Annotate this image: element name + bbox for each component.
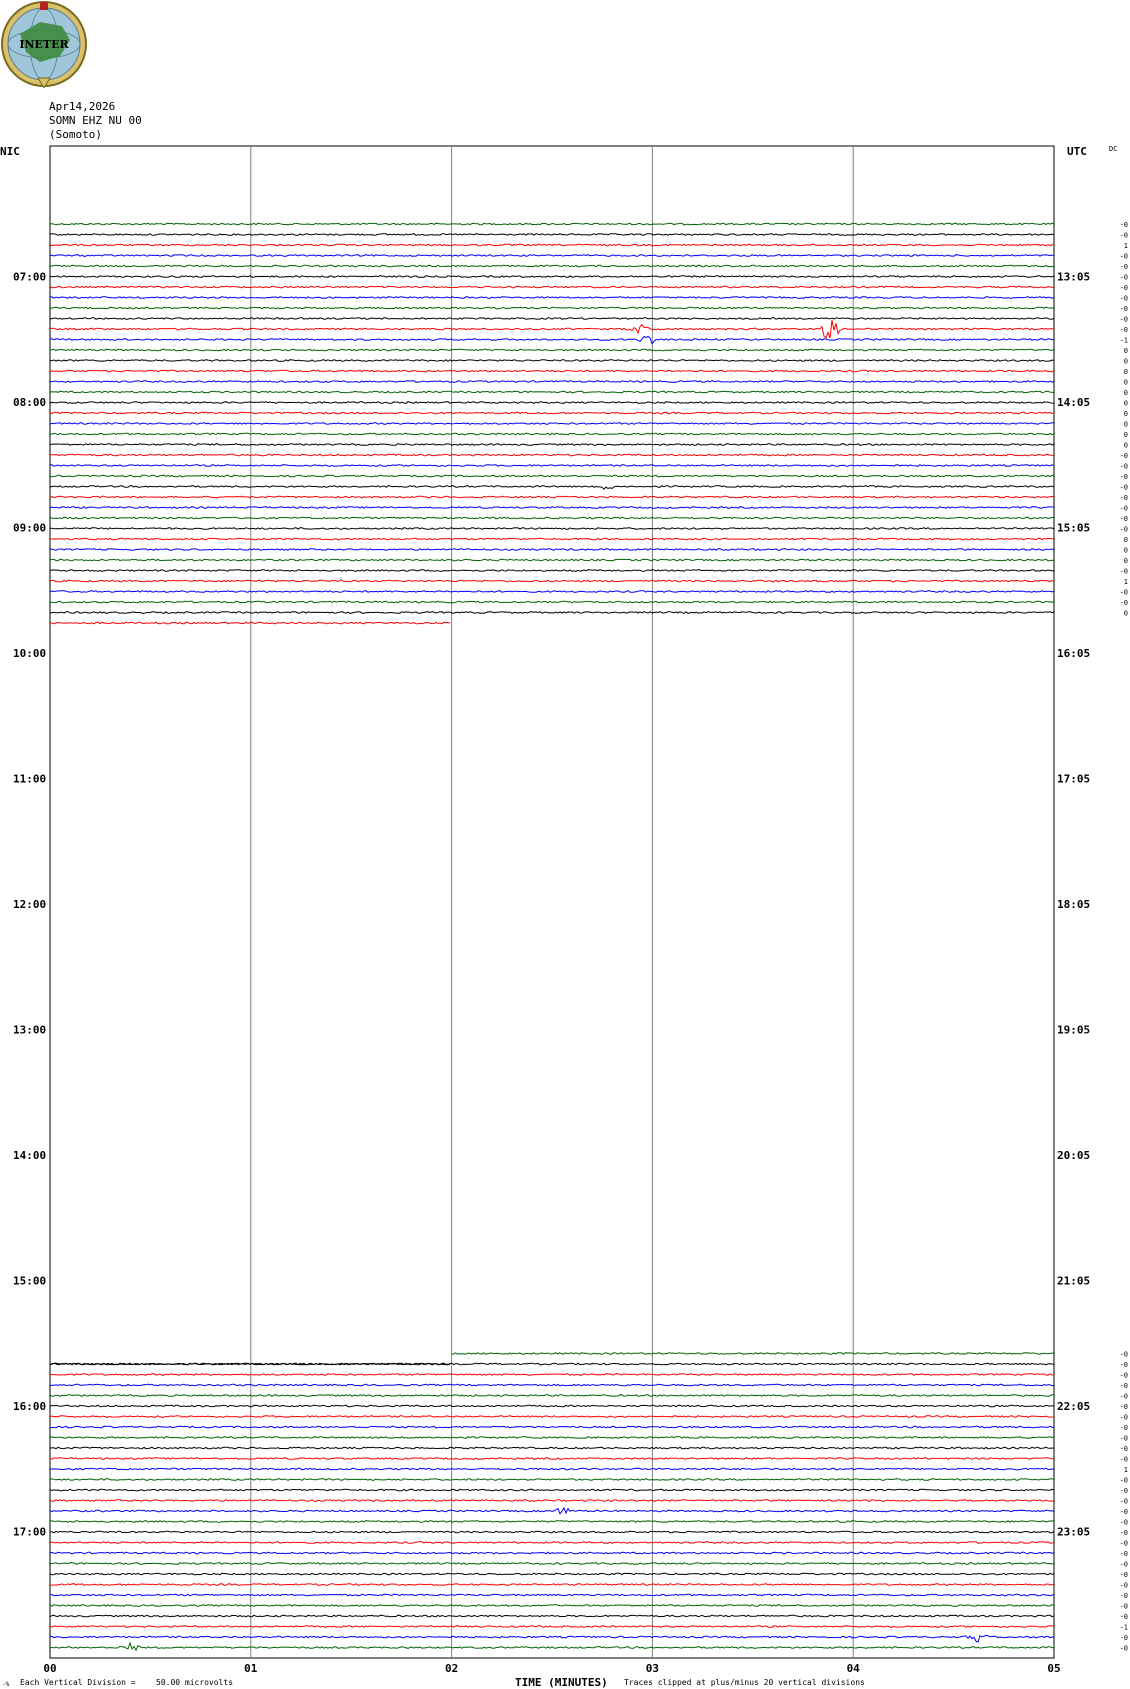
segment-1-trace <box>50 612 1054 614</box>
segment-2-trace <box>50 1416 1054 1418</box>
segment-2-trace <box>50 1552 1054 1554</box>
x-axis-title: TIME (MINUTES) <box>515 1676 608 1689</box>
dc-offset-label: -0 <box>1119 1424 1128 1432</box>
dc-offset-label: -0 <box>1119 567 1128 576</box>
dc-offset-label: -0 <box>1119 1581 1128 1590</box>
dc-offset-label: 0 <box>1123 368 1128 376</box>
segment-2-trace <box>50 1458 1054 1460</box>
utc-zone-label: UTC <box>1067 145 1087 158</box>
x-tick-label: 05 <box>1047 1662 1061 1675</box>
dc-offset-label: -0 <box>1119 1361 1128 1369</box>
segment-2-trace <box>50 1384 1054 1386</box>
svg-text:INETER: INETER <box>19 38 69 51</box>
segment-2-trace <box>50 1479 1054 1481</box>
dc-offset-label: -0 <box>1119 1455 1128 1464</box>
segment-1-trace <box>50 549 1054 551</box>
dc-offset-label: -0 <box>1119 1592 1128 1600</box>
left-hour-label: 14:00 <box>13 1148 47 1162</box>
dc-offset-label: 0 <box>1123 431 1128 439</box>
segment-1-trace <box>50 517 1054 519</box>
segment-2-trace <box>50 1594 1054 1596</box>
segment-1-trace <box>50 286 1054 288</box>
dc-offset-label: -0 <box>1119 599 1128 607</box>
segment-1-trace <box>50 255 1054 257</box>
segment-1-trace <box>50 307 1054 309</box>
dc-offset-label: -0 <box>1119 1445 1128 1453</box>
segment-2-trace <box>50 1437 1054 1439</box>
right-hour-label: 21:05 <box>1057 1274 1091 1288</box>
dc-offset-label: 0 <box>1123 357 1128 366</box>
dc-offset-label: -0 <box>1119 504 1128 513</box>
segment-2-trace <box>50 1489 1054 1491</box>
segment-1-trace <box>50 601 1054 603</box>
dc-offset-label: -0 <box>1119 221 1128 229</box>
dc-offset-label: 0 <box>1123 536 1128 544</box>
segment-1-trace <box>50 337 1054 344</box>
dc-offset-label: -1 <box>1119 1623 1128 1632</box>
dc-offset-label: -0 <box>1119 1634 1128 1642</box>
segment-2-trace <box>50 1508 1054 1514</box>
dc-offset-label: -0 <box>1119 1508 1128 1516</box>
segment-2-trace <box>50 1605 1054 1607</box>
dc-offset-label: -0 <box>1119 1413 1128 1422</box>
segment-1-trace <box>50 507 1054 509</box>
clip-note: Traces clipped at plus/minus 20 vertical divisions <box>624 1678 865 1687</box>
segment-1-trace <box>50 423 1054 425</box>
segment-2-trace <box>50 1468 1054 1470</box>
dc-offset-label: -1 <box>1119 336 1128 345</box>
dc-offset-label: -0 <box>1119 1392 1128 1401</box>
dc-offset-label: 0 <box>1123 347 1128 355</box>
scale-value: 50.00 microvolts <box>156 1678 234 1687</box>
segment-2-trace <box>50 1405 1054 1407</box>
segment-2-trace <box>50 1573 1054 1575</box>
dc-offset-label: -0 <box>1119 1602 1128 1611</box>
dc-offset-label: -0 <box>1119 231 1128 240</box>
segment-2-trace <box>50 1500 1054 1502</box>
left-hour-label: 13:00 <box>13 1023 47 1037</box>
dc-offset-label: -0 <box>1119 1371 1128 1380</box>
dc-offset-label: -0 <box>1119 1550 1128 1558</box>
dc-offset-label: -0 <box>1119 1434 1128 1443</box>
dc-offset-label: 0 <box>1123 389 1128 397</box>
dc-offset-label: 0 <box>1123 420 1128 429</box>
segment-1-trace <box>50 444 1054 446</box>
dc-offset-label: -0 <box>1119 1497 1128 1506</box>
dc-offset-label: -0 <box>1119 326 1128 334</box>
segment-1-trace <box>50 496 1054 498</box>
dc-offset-label: -0 <box>1119 305 1128 313</box>
segment-2-trace <box>50 1635 1054 1642</box>
segment-2-trace <box>50 1643 1054 1650</box>
dc-offset-label: -0 <box>1119 263 1128 271</box>
left-hour-label: 11:00 <box>13 772 47 786</box>
left-hour-label: 07:00 <box>13 270 47 284</box>
segment-1-trace <box>50 454 1054 456</box>
right-hour-label: 15:05 <box>1057 521 1091 535</box>
left-hour-label: 16:00 <box>13 1399 47 1413</box>
segment-2-trace <box>50 1426 1054 1428</box>
right-hour-label: 16:05 <box>1057 646 1091 660</box>
right-hour-label: 22:05 <box>1057 1399 1091 1413</box>
segment-1-trace <box>50 349 1054 351</box>
right-hour-label: 19:05 <box>1057 1023 1091 1037</box>
segment-1-trace <box>50 570 1054 572</box>
dc-offset-label: -0 <box>1119 294 1128 303</box>
segment-2-trace <box>50 1626 1054 1628</box>
dc-offset-label: -0 <box>1119 483 1128 492</box>
segment-2-trace <box>50 1447 1054 1449</box>
segment-1-trace <box>50 538 1054 540</box>
dc-offset-label: -0 <box>1119 1539 1128 1548</box>
dc-offset-label: 0 <box>1123 399 1128 408</box>
dc-offset-label: -0 <box>1119 515 1128 523</box>
dc-offset-label: -0 <box>1119 473 1128 481</box>
corner-mark: -% <box>2 1681 10 1688</box>
segment-2-trace <box>50 1374 1054 1376</box>
segment-1-trace <box>50 320 1054 338</box>
dc-offset-label: -0 <box>1119 1403 1128 1411</box>
right-hour-label: 20:05 <box>1057 1148 1091 1162</box>
left-hour-label: 17:00 <box>13 1525 47 1539</box>
dc-offset-label: -0 <box>1119 1382 1128 1390</box>
dc-offset-label: -0 <box>1119 1476 1128 1485</box>
x-tick-label: 01 <box>244 1662 258 1675</box>
dc-offset-label: -0 <box>1119 1529 1128 1537</box>
segment-1-trace <box>50 370 1054 372</box>
scale-note: Each Vertical Division = <box>20 1678 136 1687</box>
dc-offset-label: 1 <box>1123 1466 1128 1474</box>
segment-2-trace <box>50 1531 1054 1533</box>
segment-1-trace <box>50 412 1054 414</box>
x-tick-label: 04 <box>846 1662 860 1675</box>
dc-offset-label: -0 <box>1119 452 1128 460</box>
segment-1-trace <box>50 276 1054 278</box>
plot-frame <box>50 146 1054 1658</box>
dc-offset-label: -0 <box>1119 273 1128 282</box>
date-label: Apr14,2026 <box>49 100 116 113</box>
dc-label: DC <box>1109 145 1118 153</box>
right-hour-label: 23:05 <box>1057 1525 1091 1539</box>
dc-offset-label: -0 <box>1119 1487 1128 1495</box>
left-hour-label: 08:00 <box>13 395 47 409</box>
dc-offset-label: -0 <box>1119 1571 1128 1579</box>
left-hour-label: 12:00 <box>13 897 47 911</box>
segment-2-trace <box>50 1584 1054 1586</box>
right-hour-label: 17:05 <box>1057 772 1091 786</box>
dc-offset-label: 0 <box>1123 609 1128 618</box>
station-label: SOMN EHZ NU 00 <box>49 114 142 127</box>
dc-offset-label: -0 <box>1119 462 1128 471</box>
left-hour-label: 09:00 <box>13 521 47 535</box>
segment-1-trace <box>50 381 1054 383</box>
segment-1-trace <box>50 475 1054 477</box>
segment-2-trace <box>50 1395 1054 1397</box>
segment-1-trace <box>50 234 1054 236</box>
segment-1-trace <box>50 297 1054 299</box>
segment-1-trace <box>50 528 1054 530</box>
segment-1-trace <box>50 559 1054 561</box>
segment-2-trace <box>50 1563 1054 1565</box>
segment-2-trace <box>452 1353 1054 1355</box>
segment-1-trace <box>50 591 1054 593</box>
dc-offset-label: -0 <box>1119 1613 1128 1621</box>
segment-1-trace <box>50 433 1054 435</box>
segment-1-trace <box>50 580 1054 582</box>
dc-offset-label: -0 <box>1119 588 1128 597</box>
x-tick-label: 03 <box>645 1662 660 1675</box>
dc-offset-label: 0 <box>1123 410 1128 418</box>
segment-1-trace <box>50 265 1054 267</box>
right-hour-label: 13:05 <box>1057 270 1091 284</box>
dc-offset-label: -0 <box>1119 284 1128 292</box>
left-hour-label: 15:00 <box>13 1274 47 1288</box>
segment-1-trace <box>50 244 1054 246</box>
segment-1-trace <box>50 402 1054 404</box>
location-label: (Somoto) <box>49 128 102 141</box>
segment-1-trace <box>50 223 1054 225</box>
segment-2-trace <box>50 1521 1054 1523</box>
nic-zone-label: NIC <box>0 145 20 158</box>
dc-offset-label: -0 <box>1119 1350 1128 1359</box>
dc-offset-label: -0 <box>1119 315 1128 324</box>
right-hour-label: 18:05 <box>1057 897 1091 911</box>
segment-1-trace <box>50 622 450 624</box>
dc-offset-label: 1 <box>1123 578 1128 586</box>
dc-offset-label: 0 <box>1123 441 1128 450</box>
dc-offset-label: -0 <box>1119 252 1128 261</box>
segment-2-trace <box>50 1542 1054 1544</box>
dc-offset-label: 0 <box>1123 557 1128 565</box>
segment-1-trace <box>50 318 1054 320</box>
dc-offset-label: 0 <box>1123 546 1128 555</box>
dc-offset-label: -0 <box>1119 1560 1128 1569</box>
left-hour-label: 10:00 <box>13 646 47 660</box>
x-tick-label: 00 <box>43 1662 57 1675</box>
x-tick-label: 02 <box>444 1662 459 1675</box>
segment-1-trace <box>50 391 1054 393</box>
dc-offset-label: -0 <box>1119 494 1128 502</box>
dc-offset-label: 1 <box>1123 242 1128 250</box>
segment-1-trace <box>50 465 1054 467</box>
dc-offset-label: -0 <box>1119 1518 1128 1527</box>
right-hour-label: 14:05 <box>1057 395 1091 409</box>
dc-offset-label: -0 <box>1119 525 1128 534</box>
dc-offset-label: -0 <box>1119 1644 1128 1653</box>
segment-2-trace <box>50 1615 1054 1617</box>
dc-offset-label: 0 <box>1123 378 1128 387</box>
segment-1-trace <box>50 486 1054 490</box>
segment-1-trace <box>50 360 1054 362</box>
